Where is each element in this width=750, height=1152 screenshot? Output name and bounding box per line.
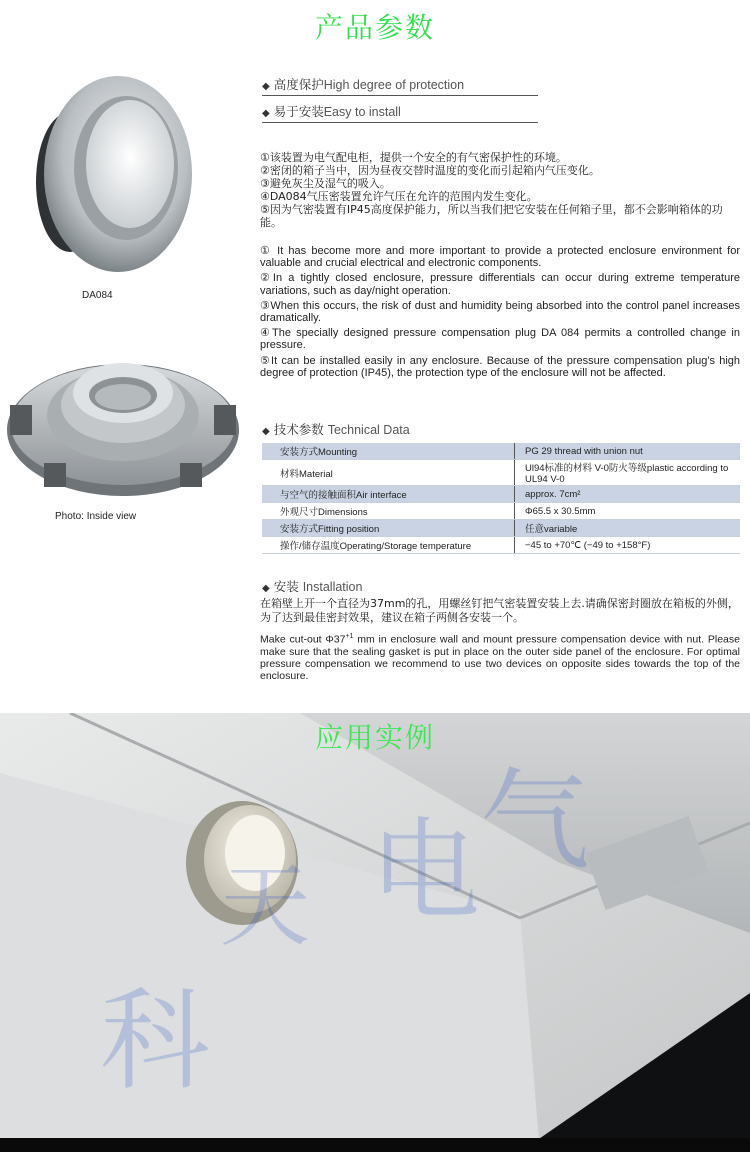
feature-protection (262, 75, 538, 96)
description-en (260, 245, 740, 382)
table-cell-label: 材料Material (262, 460, 515, 486)
table-cell-label: 与空气的接触面积Air interface (262, 486, 515, 503)
zh-paragraph: ⑤因为气密装置有IP45高度保护能力，所以当我们把它安装在任何箱子里，都不会影响箱体的功能。 (260, 203, 723, 229)
table-cell-label: 外观尺寸Dimensions (262, 503, 515, 520)
table-row (262, 443, 740, 460)
install-en-pre: Make cut-out Φ37 (260, 633, 346, 646)
installation-heading (262, 577, 362, 595)
install-heading-en: Installation (302, 580, 363, 594)
zh-paragraph: ②密闭的箱子当中，因为昼夜交替时温度的变化而引起箱内气压变化。 (260, 164, 600, 177)
table-row (262, 503, 740, 520)
tech-heading-zh: 技术参数 (273, 422, 324, 437)
watermark-char: 气 (480, 757, 590, 885)
tech-heading-en: Technical Data (327, 423, 410, 437)
table-cell-label: 安装方式Mounting (262, 443, 515, 460)
diamond-bullet-icon: ◆ (262, 583, 270, 594)
table-row (262, 460, 740, 486)
table-row (262, 537, 740, 554)
watermark-char: 电 (370, 807, 480, 935)
diamond-bullet-icon: ◆ (262, 426, 270, 437)
zh-paragraph: ①该装置为电气配电柜，提供一个安全的有气密保护性的环境。 (260, 151, 567, 164)
watermark-char: 天 (220, 854, 310, 959)
description-zh (260, 151, 740, 229)
watermark-char: 科 (100, 977, 210, 1105)
table-cell-value: approx. 7cm² (515, 486, 741, 503)
install-heading-zh: 安装 (273, 579, 299, 594)
application-title: 应用实例 (314, 721, 435, 754)
image-caption-inside-view: Photo: Inside view (55, 511, 137, 522)
plug-front-image (22, 64, 194, 274)
table-cell-value: 任意variable (515, 520, 741, 537)
zh-paragraph: ④DA084气压密装置允许气压在允许的范围内发生变化。 (260, 190, 538, 203)
feature-zh: 高度保护 (273, 77, 324, 92)
table-cell-value: Φ65.5 x 30.5mm (515, 503, 741, 520)
install-en-post: mm in enclosure wall and mount pressure compensation device with nut. Please make sure that the sealing gasket is put in place on the outer side panel of the enclosure. For optimal pressure compensation we recommend to use two devices on opposite sides towards the top of the enclosure. (260, 633, 740, 682)
installation-text-zh: 在箱壁上开一个直径为37mm的孔，用螺丝钉把气密装置安装上去.请确保密封圈放在箱板的外侧，为了达到最佳密封效果，建议在箱子两侧各安装一个。 (260, 597, 739, 624)
zh-paragraph: ③避免灰尘及湿气的吸入。 (260, 177, 391, 190)
table-cell-value: Ul94标准的材料 V-0防火等级plastic according to UL94 V-0 (515, 460, 741, 486)
technical-data-table (262, 443, 740, 554)
diamond-bullet-icon: ◆ (262, 108, 270, 119)
installation-text-en (260, 631, 740, 682)
product-params-title: 产品参数 (314, 11, 435, 44)
plug-inside-view-image (4, 335, 242, 503)
en-paragraph: ④The specially designed pressure compensation plug DA 084 permits a controlled change in pressure. (260, 327, 740, 352)
application-photo (0, 713, 750, 1152)
diamond-bullet-icon: ◆ (262, 81, 270, 92)
en-paragraph: ③When this occurs, the risk of dust and humidity being absorbed into the control panel increases dramatically. (260, 299, 740, 325)
install-en-tolerance: +1 (345, 633, 354, 640)
table-cell-label: 安装方式Fitting position (262, 520, 515, 537)
feature-en: Easy to install (323, 105, 401, 119)
table-cell-value: PG 29 thread with union nut (515, 443, 741, 460)
en-paragraph: ②In a tightly closed enclosure, pressure differentials can occur during extreme temperature variations, such as day/night operation. (260, 272, 740, 297)
en-paragraph: ① It has become more and more important to provide a protected enclosure environment for valuable and crucial electrical and electronic components. (260, 245, 740, 270)
table-row (262, 486, 740, 503)
table-row (262, 520, 740, 537)
feature-install (262, 102, 538, 123)
feature-zh: 易于安装 (273, 104, 324, 119)
technical-data-heading (262, 420, 410, 438)
table-cell-label: 操作/储存温度Operating/Storage temperature (262, 537, 515, 554)
image-caption-da084: DA084 (82, 290, 113, 301)
feature-en: High degree of protection (323, 78, 465, 92)
table-cell-value: −45 to +70℃ (−49 to +158°F) (515, 537, 741, 554)
en-paragraph: ⑤It can be installed easily in any enclosure. Because of the pressure compensation plug's high degree of protection (IP45), the protection type of the enclosure will not be affected. (260, 354, 740, 379)
